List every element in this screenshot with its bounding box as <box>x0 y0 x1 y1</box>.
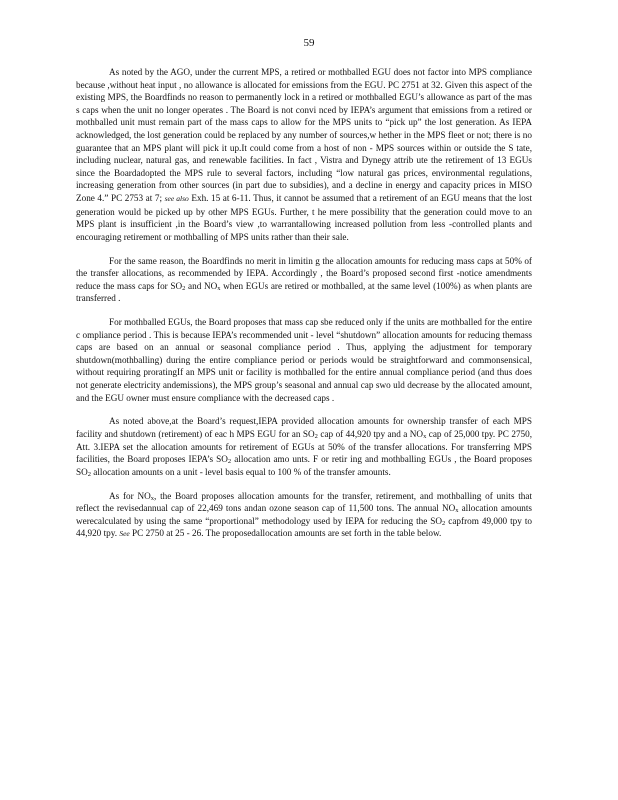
subscript: 2 <box>442 519 446 527</box>
paragraph-text: As noted by the AGO, under the current MPS, a retired or mothballed EGU does not factor into MPS compliance because ,without heat input , no allowance is allocated for emissions from the EGU. PC 2751 at 32. Given this aspect of the existing MPS, the Boardfinds no reason to permanently lock in a retired or mothballed EGU’s allowance as part of the mas s caps when the unit no longer operates . The Board is not convi nced by IEPA’s argument that emissions from a retired or mothballed unit must remain part of the mass caps to allow for the MPS units to “pick up” the lost generation. As IEPA acknowledged, the lost generation could be replaced by any number of sources,w hether in the MPS fleet or not; there is no guarantee that an MPS plant will pick it up.It could come from a host of non - MPS sources within or outside the S tate, including nuclear, natural gas, and renewable facilities. In fact , Vistra and Dynegy attrib ute the retirement of 13 EGUs since the Boardadopted the MPS rule to several factors, including “low natural gas prices, environmental regulations, increasing generation from other sources (in part due to subsidies), and a decline in energy and capacity prices in MISO Zone 4.” PC 2753 at 7; <box>76 67 532 203</box>
paragraph-text: , the Board proposes allocation amounts for the transfer, retirement, and mothballing of units that reflect the revisedannual cap of 22,469 tons andan ozone season cap of 11,500 tons. The annual NO <box>76 490 532 514</box>
paragraph-text: allocation amo unts. F or retir ing and mothballing EGUs , the Board proposes SO <box>76 454 532 477</box>
paragraph-text: For the same reason, the Boardfinds no merit in limitin g the allocation amounts for reducing mass caps at 50% of the transfer allocations, as recommended by IEPA. Accordingly , the Board’s proposed second first -notice amendments reduce the mass caps for SO <box>76 255 532 291</box>
paragraph-iepa-allocations <box>76 415 532 478</box>
citation-signal: see also <box>164 193 189 203</box>
paragraph-text: capfrom 49,000 tpy to 44,920 tpy. <box>76 515 532 539</box>
paragraph-text: PC 2750 at 25 - 26. The proposedallocation amounts are set forth in the table below. <box>132 528 442 539</box>
paragraph-text: allocation amounts werecalculated by using the same “proportional” methodology used by IEPA for reducing the SO <box>76 503 533 526</box>
paragraph-text: cap of 44,920 tpy and a NO <box>320 429 424 439</box>
subscript: 2 <box>182 284 186 292</box>
subscript: 2 <box>314 433 318 440</box>
subscript: x <box>217 284 221 292</box>
paragraph-text: allocation amounts on a unit - level basis equal to 100 % of the transfer amounts. <box>93 466 391 477</box>
paragraph-text: As noted above,at the Board’s request,IEPA provided allocation amounts for ownership transfer of each MPS facility and shutdown (retirement) of eac h MPS EGU for an SO <box>76 416 532 439</box>
subscript: 2 <box>227 458 232 466</box>
paragraph-mothballed-units <box>76 316 532 404</box>
paragraph-text: As for NO <box>109 490 151 501</box>
page-number: 59 <box>303 37 315 49</box>
paragraph-text: and NO <box>188 280 218 291</box>
subscript: 2 <box>87 470 91 478</box>
subscript: x <box>150 494 155 502</box>
paragraph-text: when EGUs are retired or mothballed, at the same level (100%) as when plants are transferred . <box>76 280 533 304</box>
paragraph-nox-allocations <box>76 490 532 541</box>
document-body <box>76 66 532 541</box>
subscript: x <box>423 433 427 440</box>
citation-signal: See <box>119 529 130 539</box>
paragraph-text: Exh. 15 at 6-11. Thus, it cannot be assumed that a retirement of an EGU means that the lost generation would be picked up by other MPS EGUs. Further, t he mere possibility that the generation could move to an MPS plant is insufficient ,in the Board’s view ,to warrantallowing increased pollution from less -controlled plants and encouraging retirement or mothballing of MPS units rather than their sale. <box>76 192 533 242</box>
paragraph-text: For mothballed EGUs, the Board proposes that mass cap sbe reduced only if the units are mothballed for the entire c ompliance period . This is because IEPA’s recommended unit - level “shutdown” allocation amounts for reducing themass caps are based on an annual or seasonal compliance period . Thus, applying the adjustment for temporary shutdown(mothballing) during the entire compliance period or periods would be straightforward and commonsensical, without requiring proratingIf an MPS unit or facility is mothballed for the entire annual compliance period (and thus does not generate electricity andemissions), the MPS group’s seasonal and annual cap swo uld decrease by the allocated amount, and the EGU owner must ensure compliance with the decreased caps . <box>76 317 532 403</box>
paragraph-retired-units <box>76 66 532 243</box>
paragraph-allocation-limit <box>76 255 532 305</box>
paragraph-text: cap of 25,000 tpy. PC 2750, Att. 3.IEPA set the allocation amounts for retirement of EGUs at 50% of the transfer allocations. For transferring MPS facilities, the Board proposes IEPA’s SO <box>76 429 533 465</box>
subscript: x <box>455 507 459 515</box>
